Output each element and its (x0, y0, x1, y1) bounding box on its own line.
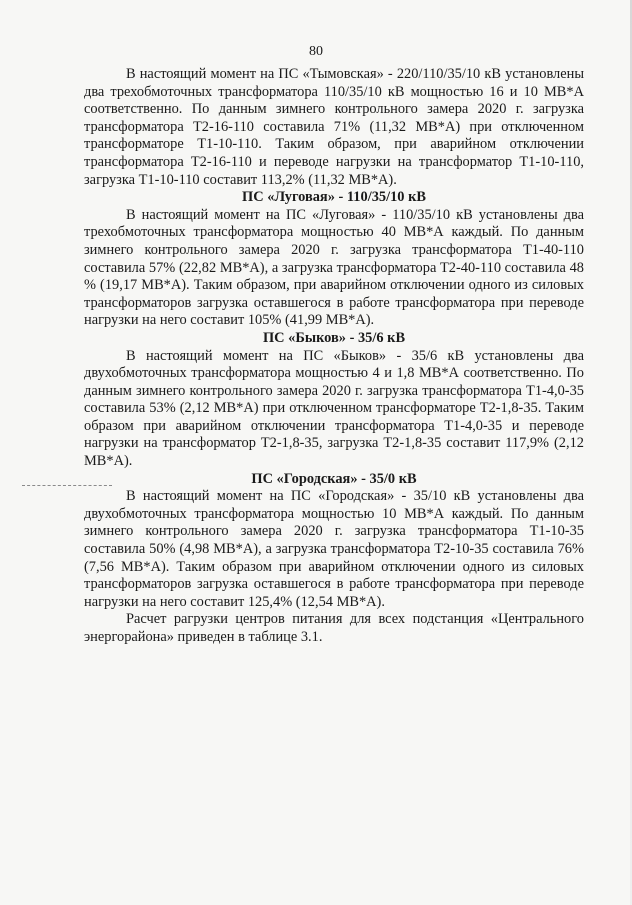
paragraph-bykov: В настоящий момент на ПС «Быков» - 35/6 кВ установлены два двухобмоточных трансформатора мощностью 4 и 1,8 МВ*А соответственно. По данным зимнего контрольного замера 2020 г. загрузка трансформатора Т1-4,0-35 составила 53% (2,12 МВ*А) при отключенном трансформаторе Т2-1,8-35. Таким образом при аварийном отключении трансформатора Т1-4,0-35 и переводе нагрузки на трансформатор Т2-1,8-35, загрузка Т2-1,8-35 составит 117,9% (2,12 МВ*А). (84, 347, 584, 470)
paragraph-gorodskaya: В настоящий момент на ПС «Городская» - 35/10 кВ установлены два двухобмоточных трансформатора мощностью 10 МВ*А каждый. По данным зимнего контрольного замера 2020 г. загрузка трансформатора Т1-10-35 составила 50% (4,98 МВ*А), а загрузка трансформатора Т2-10-35 составила 76% (7,56 МВ*А). Таким образом при аварийном отключении одного из силовых трансформаторов загрузка оставшегося в работе трансформатора при переводе нагрузки на него составит 125,4% (12,54 МВ*А). (84, 488, 584, 610)
paragraph-lugovaya: В настоящий момент на ПС «Луговая» - 110/35/10 кВ установлены два трехобмоточных трансформатора мощностью 40 МВ*А каждый. По данным зимнего контрольного замера 2020 г. загрузка трансформатора Т1-40-110 составила 57% (22,82 МВ*А), а загрузка трансформатора Т2-40-110 составила 48 % (19,17 МВ*А). Таким образом, при аварийном отключении одного из силовых трансформаторов загрузка оставшегося в работе трансформатора при переводе нагрузки на него составит 105% (41,99 МВ*А). (84, 206, 584, 329)
page-number: 80 (309, 44, 323, 59)
heading-bykov: ПС «Быков» - 35/6 кВ (262, 329, 406, 346)
heading-gorodskaya: ПС «Городская» - 35/0 кВ (251, 470, 417, 487)
paragraph-table-reference: Расчет рагрузки центров питания для всех подстанция «Центрального энергорайона» приведен в таблице 3.1. (84, 611, 584, 645)
heading-lugovaya: ПС «Луговая» - 110/35/10 кВ (242, 189, 426, 206)
paragraph-tymovskaya: В настоящий момент на ПС «Тымовская» - 220/110/35/10 кВ установлены два трехобмоточных трансформатора 110/35/10 кВ мощностью 16 и 10 МВ*А соответственно. По данным зимнего контрольного замера 2020 г. загрузка трансформатора Т2-16-110 составила 71% (11,32 МВ*А) при отключенном трансформаторе Т1-10-110. Таким образом, при аварийном отключении трансформатора Т2-16-110 и переводе нагрузки на трансформатор Т1-10-110, загрузка Т1-10-110 составит 113,2% (11,32 МВ*А). (84, 66, 584, 188)
document-body (84, 66, 584, 647)
